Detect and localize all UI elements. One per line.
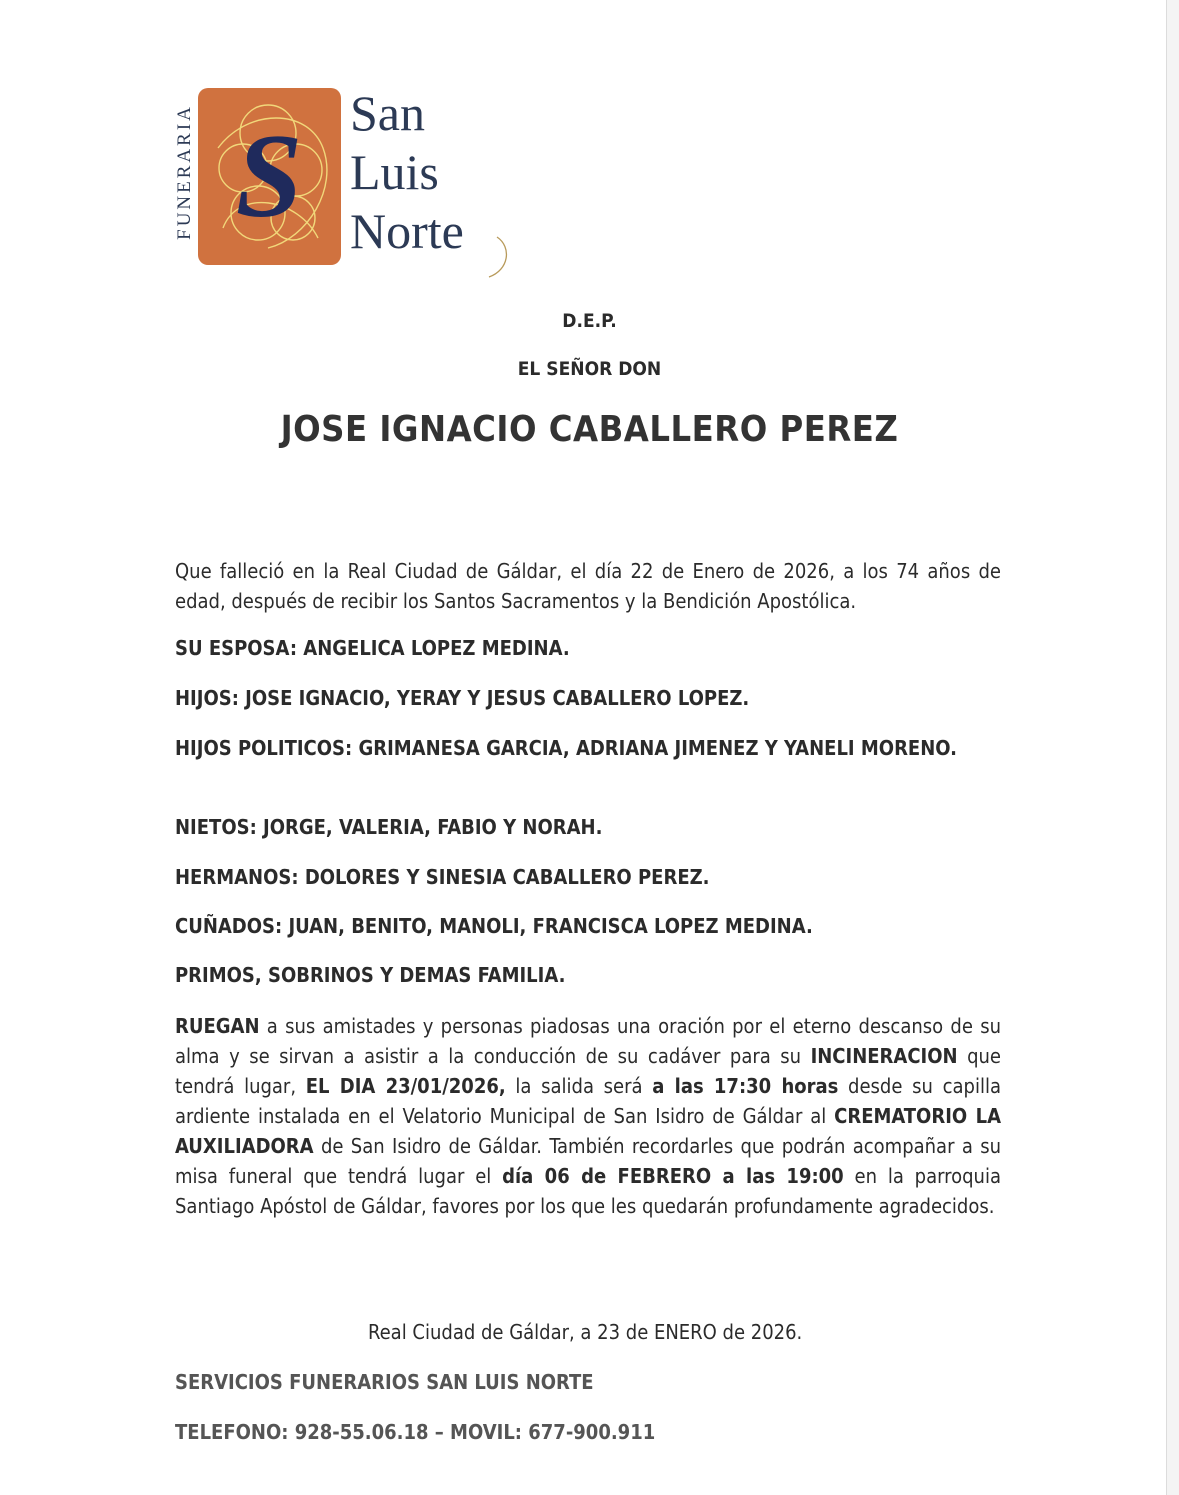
logo-vertical-text: FUNERARIA [174,104,195,240]
family-line-in-laws: HIJOS POLITICOS: GRIMANESA GARCIA, ADRIANA JIMENEZ Y YANELI MORENO. [175,736,957,760]
logo-monogram-box [198,88,341,265]
family-line-children: HIJOS: JOSE IGNACIO, YERAY Y JESUS CABALLERO LOPEZ. [175,686,750,710]
page-edge [1166,0,1179,1495]
monogram-s-icon [198,88,341,265]
logo-word: San [350,85,425,141]
deceased-name: JOSE IGNACIO CABALLERO PEREZ [280,409,899,450]
intro-paragraph: Que falleció en la Real Ciudad de Gáldar, el día 22 de Enero de 2026, a los 74 años de edad, después de recibir los Santos Sacramentos y la Bendición Apostólica. [175,559,1001,613]
title-heading: EL SEÑOR DON [517,358,662,380]
logo-word: Luis [350,144,439,200]
family-line-spouse: SU ESPOSA: ANGELICA LOPEZ MEDINA. [175,636,570,660]
svg-text:S: S [235,109,303,242]
dep-heading: D.E.P. [562,310,617,332]
family-line-relatives: PRIMOS, SOBRINOS Y DEMAS FAMILIA. [175,963,566,987]
funeraria-logo [172,82,512,282]
family-line-grandchildren: NIETOS: JORGE, VALERIA, FABIO Y NORAH. [175,815,603,839]
family-line-siblings: HERMANOS: DOLORES Y SINESIA CABALLERO PEREZ. [175,865,710,889]
document-date: Real Ciudad de Gáldar, a 23 de ENERO de 2026. [368,1320,803,1344]
contact-phones: TELEFONO: 928-55.06.18 – MOVIL: 677-900.911 [175,1420,656,1444]
family-line-brothers-in-law: CUÑADOS: JUAN, BENITO, MANOLI, FRANCISCA LOPEZ MEDINA. [175,914,813,938]
funeral-details-paragraph: RUEGAN a sus amistades y personas piadosas una oración por el eterno descanso de su alma y se sirvan a asistir a la conducción de su cadáver para su INCINERACION que tendrá lugar, EL DIA 23/01/2026, la salida será a las 17:30 horas desde su capilla ardiente instalada en el Velatorio Municipal de San Isidro de Gáldar al CREMATORIO LA AUXILIADORA de San Isidro de Gáldar. También recordarles que podrán acompañar a su misa funeral que tendrá lugar el día 06 de FEBRERO a las 19:00 en la parroquia Santiago Apóstol de Gáldar, favores por los que les quedarán profundamente agradecidos. [175,1014,1001,1218]
logo-flourish-icon [477,232,517,282]
logo-word: Norte [350,203,464,259]
funeral-services-name: SERVICIOS FUNERARIOS SAN LUIS NORTE [175,1370,594,1394]
logo-wordmark [350,84,464,261]
